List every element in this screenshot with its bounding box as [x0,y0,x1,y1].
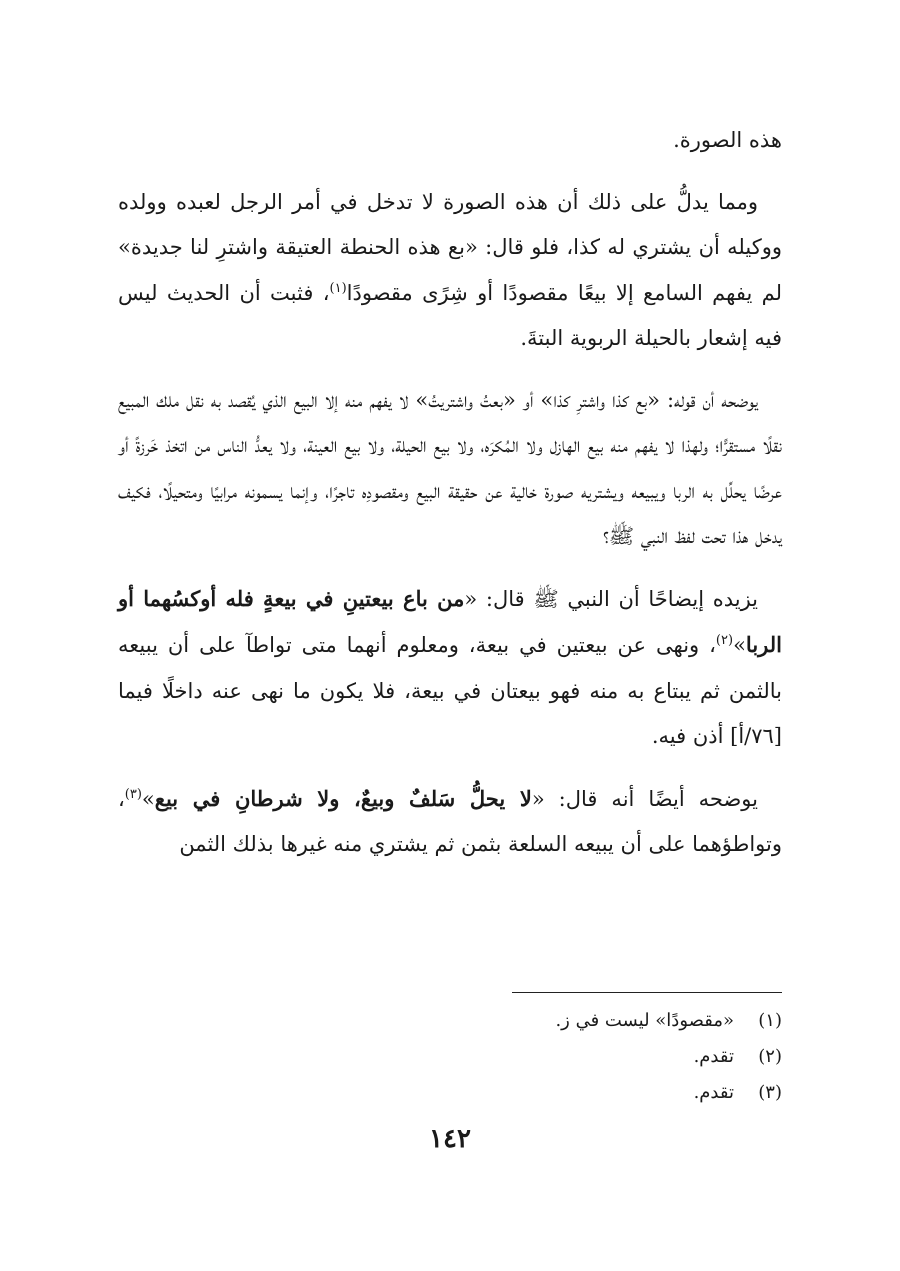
footnote-divider [512,992,782,993]
footnote-text: تقدم. [693,1082,734,1103]
paragraph [118,378,782,560]
page-number: ١٤٢ [429,1124,471,1154]
text-run: » [733,633,746,657]
paragraph [118,776,782,868]
text-run: ومما يدلُّ على ذلك أن هذه الصورة لا تدخل في أمر الرجل لعبده وولده ووكيله أن يشتري له كذا، فلو قال: «بع هذه الحنطة العتيقة واشترِ لنا جديدة» لم يفهم السامع إلا بيعًا مقصودًا أو شِرًى مقصودًا [118,189,783,305]
paragraph [118,118,782,164]
text-run: ، ونهى عن بيعتين في بيعة، ومعلوم أنهما متى تواطآ على أن يبيعه بالثمن ثم يبتاع به منه فهو بيعتان في بيعة، فلا يكون ما نهى عنه داخلًا فيما [٧٦/أ] أذن فيه. [118,633,782,748]
paragraph [118,576,782,760]
text-run: يوضحه أن قوله: «بع كذا واشترِ كذا» أو «بعتُ واشتريتُ» لا يفهم منه إلا البيع الذي يُقصد به نقل ملك المبيع نقلًا مستقرًّا؛ ولهذا لا يفهم منه بيع الهازل ولا المُكرَه، ولا بيع الحيلة، ولا بيع العينة، ولا يعدُّ الناس من اتخذ خَرزةً أو عرضًا يحلِّل به الربا ويبيعه ويشتريه صورة خالية عن حقيقة البيع ومقصودِه تاجرًا، وإنما يسمونه مرابيًا ومتحيلًا، فكيف يدخل هذا تحت لفظ النبي ﷺ؟ [118,387,782,548]
footnote-text: تقدم. [693,1046,734,1067]
footnote-ref: (١) [329,280,347,296]
footnotes [118,1003,782,1111]
bold-text: لا يحلُّ سَلفٌ وبيعٌ، ولا شرطانِ في بيع [154,785,532,811]
footnote-ref: (٢) [715,633,734,648]
footnote-text: «مقصودًا» ليست في ز. [555,1010,734,1031]
footnote [118,1039,782,1075]
text-run: ، وتواطؤهما على أن يبيعه السلعة بثمن ثم يشتري منه غيرها بذلك الثمن [118,786,782,856]
footnote-number: (١) [758,1010,782,1031]
bold-text: من باع بيعتينِ في بيعةٍ فله أوكسُهما أو الربا [118,585,782,657]
footnote-number: (٢) [758,1046,782,1067]
footnote-number: (٣) [758,1082,782,1103]
footnote [118,1003,782,1039]
main-text [118,118,782,884]
text-run: » [141,786,155,811]
paragraph [118,180,782,362]
text-run: ، فثبت أن الحديث ليس فيه إشعار بالحيلة الربوية البتةَ. [118,280,782,350]
text-run: هذه الصورة. [673,128,782,152]
footnote [118,1075,782,1111]
footnote-ref: (٣) [124,786,142,802]
text-run: يوضحه أيضًا أنه قال: « [531,786,758,811]
text-run: يزيده إيضاحًا أن النبي ﷺ قال: « [464,586,758,611]
